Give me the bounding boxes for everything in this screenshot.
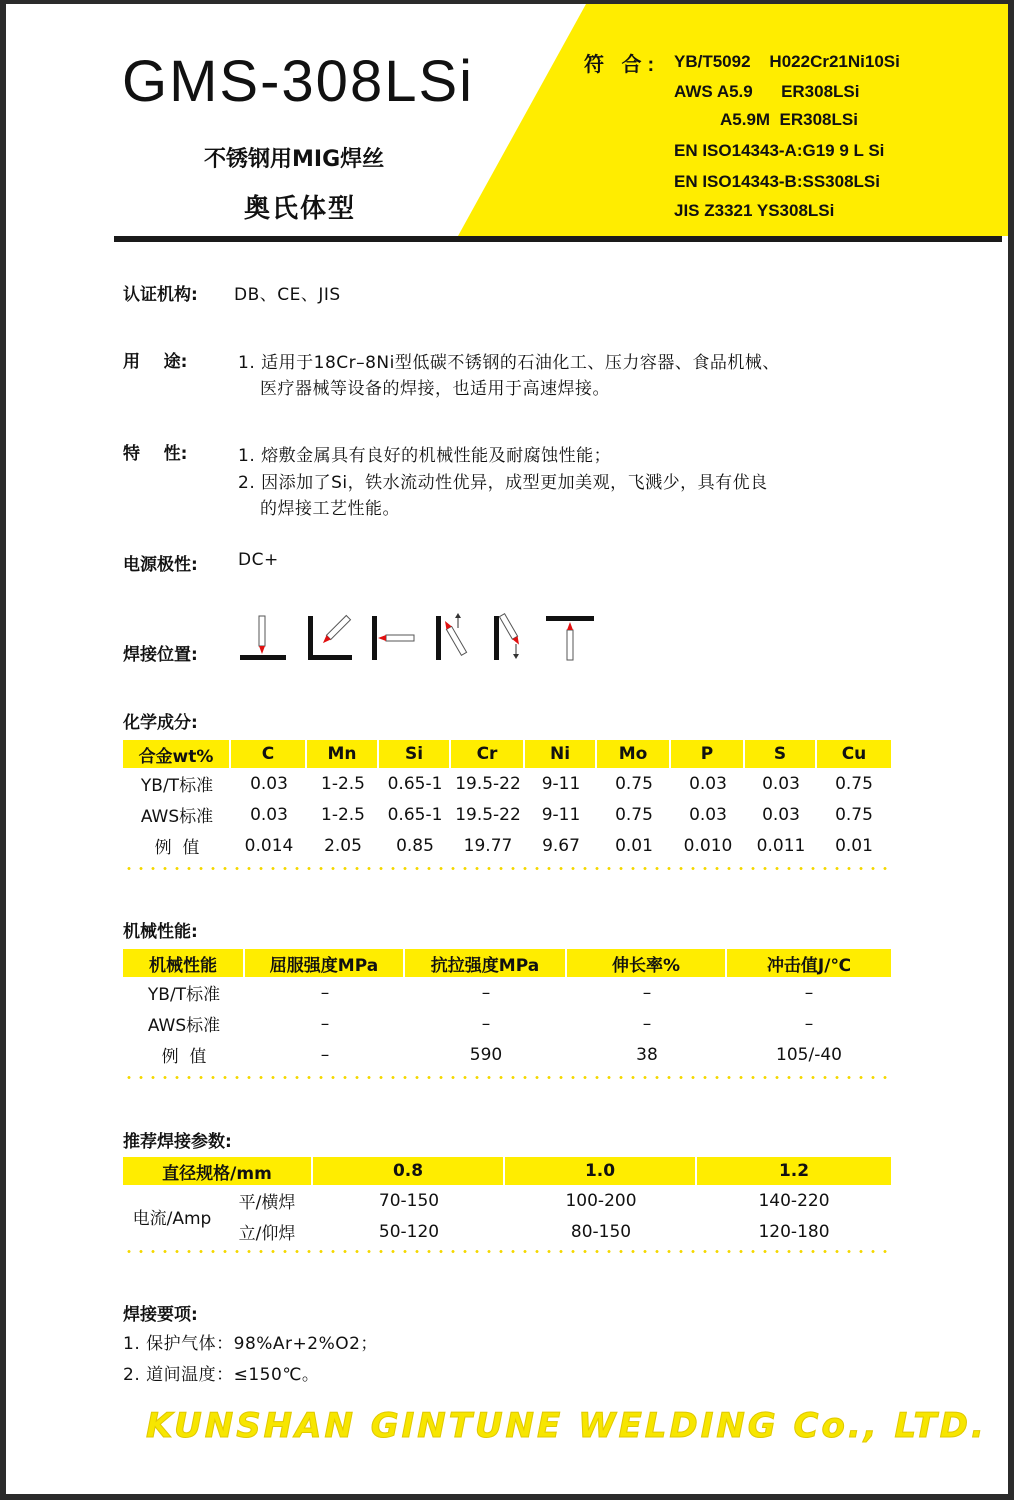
table-cell: 0.01 (615, 835, 653, 856)
table-cell: AWS标准 (140, 807, 214, 827)
table-header: Si (379, 740, 451, 768)
mechanical-table (123, 949, 891, 1070)
table-header-row (123, 949, 891, 977)
table-cell: 0.03 (250, 804, 288, 825)
table-cell: 0.65-1 (387, 804, 443, 825)
polarity-value: DC+ (238, 550, 279, 570)
table-cell: 9-11 (541, 773, 581, 794)
standards-label: 符 合: (584, 54, 661, 76)
standard-line: AWS A5.9 ER308LSi (674, 82, 860, 101)
table-header: 合金wt% (123, 740, 231, 768)
table-cell: 例 值 (154, 838, 200, 858)
feature-line: 1. 熔敷金属具有良好的机械性能及耐腐蚀性能； (238, 446, 612, 466)
table-cell: 0.65-1 (387, 773, 443, 794)
usage-label: 用 途: (123, 352, 188, 372)
standard-line: A5.9M ER308LSi (720, 110, 858, 129)
table-header: P (671, 740, 745, 768)
table-cell: AWS标准 (147, 1016, 221, 1036)
table-cell: – (642, 1013, 652, 1034)
product-title: GMS-308LSi (122, 49, 475, 114)
table-cell: 0.014 (244, 835, 294, 856)
table-cell: 1-2.5 (321, 773, 365, 794)
table-row (123, 1039, 891, 1070)
overhead-position-icon (544, 612, 598, 662)
table-cell: 105/-40 (776, 1044, 842, 1065)
table-cell: – (804, 1013, 814, 1034)
header-divider (114, 236, 1002, 242)
mechanical-title: 机械性能: (123, 922, 198, 942)
dotted-divider (123, 1076, 891, 1079)
table-header: 抗拉强度MPa (405, 949, 567, 977)
vertical-up-icon (432, 612, 482, 662)
standard-line: EN ISO14343-A:G19 9 L Si (674, 141, 885, 160)
table-cell: 19.5-22 (455, 773, 521, 794)
table-header: Ni (525, 740, 597, 768)
note-item: 2. 道间温度：≤150℃。 (123, 1365, 320, 1385)
features-label: 特 性: (123, 444, 188, 464)
flat-position-icon (238, 612, 290, 662)
table-cell: 140-220 (758, 1190, 830, 1211)
table-cell: 0.03 (762, 804, 800, 825)
datasheet-page (6, 4, 1008, 1494)
footer-company-name: KUNSHAN GINTUNE WELDING Co., LTD. (146, 1406, 987, 1446)
table-cell: – (481, 982, 491, 1003)
horizontal-position-icon (368, 612, 418, 662)
table-cell: 0.010 (683, 835, 733, 856)
table-row (123, 830, 891, 861)
certification-value: DB、CE、JIS (234, 285, 341, 305)
table-header: Mn (307, 740, 379, 768)
table-cell: YB/T标准 (147, 985, 221, 1005)
table-header-row (123, 1157, 891, 1185)
polarity-label: 电源极性: (123, 555, 198, 575)
parameters-title: 推荐焊接参数: (123, 1132, 232, 1152)
table-header: 机械性能 (123, 949, 245, 977)
table-cell: 0.75 (615, 773, 653, 794)
table-header: 伸长率% (567, 949, 727, 977)
table-header: Mo (597, 740, 671, 768)
welding-position-label: 焊接位置: (123, 645, 198, 665)
table-cell: 0.03 (250, 773, 288, 794)
table-header: C (231, 740, 307, 768)
table-row (123, 1216, 891, 1247)
table-cell: 50-120 (378, 1221, 440, 1242)
table-row (123, 1008, 891, 1039)
standard-line: JIS Z3321 YS308LSi (674, 201, 835, 220)
table-cell: – (481, 1013, 491, 1034)
table-cell: – (804, 982, 814, 1003)
chemical-title: 化学成分: (123, 713, 198, 733)
table-cell: 立/仰焊 (238, 1224, 296, 1244)
table-cell: 9-11 (541, 804, 581, 825)
table-cell: 19.5-22 (455, 804, 521, 825)
feature-line: 2. 因添加了Si，铁水流动性优异，成型更加美观，飞溅少，具有优良 (238, 473, 768, 493)
table-cell: 0.01 (835, 835, 873, 856)
table-header: 屈服强度MPa (245, 949, 405, 977)
product-subtitle: 不锈钢用MIG焊丝 (204, 147, 385, 172)
table-cell: 9.67 (542, 835, 580, 856)
table-cell: 80-150 (570, 1221, 632, 1242)
chemical-table (123, 740, 891, 861)
horizontal-fillet-icon (306, 612, 356, 662)
table-cell: 0.75 (615, 804, 653, 825)
table-cell: 0.03 (689, 773, 727, 794)
table-row (123, 768, 891, 799)
table-header: 冲击值J/℃ (727, 949, 891, 977)
table-cell: 70-150 (378, 1190, 440, 1211)
table-header-row (123, 740, 891, 768)
standard-line: EN ISO14343-B:SS308LSi (674, 172, 880, 191)
table-cell: 0.03 (762, 773, 800, 794)
table-header: Cr (451, 740, 525, 768)
table-cell: 例 值 (161, 1047, 207, 1067)
table-cell: – (320, 1044, 330, 1065)
notes-title: 焊接要项: (123, 1305, 198, 1325)
current-label: 电流/Amp (132, 1208, 212, 1229)
table-cell: – (320, 982, 330, 1003)
table-header: 1.2 (697, 1157, 891, 1185)
table-cell: 19.77 (463, 835, 513, 856)
certification-label: 认证机构: (123, 285, 198, 305)
feature-line: 的焊接工艺性能。 (260, 499, 400, 519)
table-header: 直径规格/mm (123, 1157, 313, 1185)
dotted-divider (123, 867, 891, 870)
table-cell: 0.75 (835, 804, 873, 825)
table-cell: YB/T标准 (140, 776, 214, 796)
table-header: Cu (817, 740, 891, 768)
dotted-divider (123, 1250, 891, 1253)
standard-line: YB/T5092 H022Cr21Ni10Si (674, 52, 900, 71)
table-cell: 0.011 (756, 835, 806, 856)
table-cell: – (320, 1013, 330, 1034)
table-cell: – (642, 982, 652, 1003)
table-row (123, 977, 891, 1008)
table-header: S (745, 740, 817, 768)
table-cell: 100-200 (565, 1190, 637, 1211)
usage-line: 医疗器械等设备的焊接，也适用于高速焊接。 (260, 379, 610, 399)
table-header: 0.8 (313, 1157, 505, 1185)
usage-line: 1. 适用于18Cr–8Ni型低碳不锈钢的石油化工、压力容器、食品机械、 (238, 353, 780, 373)
table-cell: 38 (636, 1044, 658, 1065)
parameters-table (123, 1157, 891, 1247)
table-row (123, 799, 891, 830)
table-cell: 0.03 (689, 804, 727, 825)
vertical-down-icon (490, 612, 540, 662)
table-header: 1.0 (505, 1157, 697, 1185)
note-item: 1. 保护气体：98%Ar+2%O2； (123, 1334, 378, 1354)
table-cell: 0.75 (835, 773, 873, 794)
table-cell: 1-2.5 (321, 804, 365, 825)
table-cell: 120-180 (758, 1221, 830, 1242)
table-cell: 590 (469, 1044, 503, 1065)
table-cell: 平/横焊 (238, 1193, 296, 1213)
table-row (123, 1185, 891, 1216)
table-cell: 0.85 (396, 835, 434, 856)
product-type: 奥氏体型 (244, 194, 357, 224)
table-cell: 2.05 (324, 835, 362, 856)
